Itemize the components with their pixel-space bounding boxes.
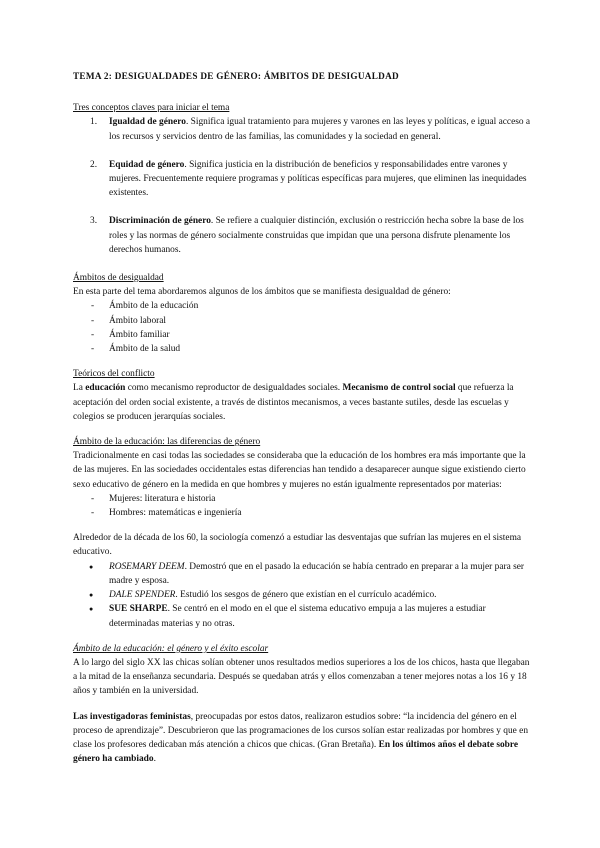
concepto-text: . Se refiere a cualquier distinción, exclusión o restricción hecha sobre la base de los roles y las normas de género socialmente construidas que impidan que una persona disfrute plenamente los derechos humanos.: [109, 216, 524, 255]
concepto-text: . Significa justicia en la distribución de beneficios y responsabilidades entre varones y mujeres. Frecuentemente requiere programas y políticas específicas para mujeres, que eliminen las inequidades existentes.: [109, 159, 527, 199]
sociologia-paragraph: Alrededor de la década de los 60, la sociología comenzó a estudiar las desventajas que sufrían las mujeres en el sistema educativo.: [73, 533, 522, 558]
investigadoras-paragraph: Las investigadoras feministas, preocupadas por estos datos, realizaron estudios sobre: “la incidencia del género en el proceso de aprendizaje”. Descubrieron que las programaciones de los cursos solían estar realizadas por hombres y que en clase los profesores dedicaban más atención a chicos que chicas. (Gran Bretaña). En los últimos años el debate sobre género ha cambiado.: [73, 711, 529, 765]
teoricos-paragraph: La educación como mecanismo reproductor de desigualdades sociales. Mecanismo de control social que refuerza la aceptación del orden social existente, a través de distintos mecanismos, a veces bastante sutiles, desde las escuelas y colegios se producen jerarquías sociales.: [73, 383, 514, 422]
materia-item: - Mujeres: literatura e historia: [73, 492, 533, 506]
document-page: [73, 69, 533, 766]
ambitos-intro: En esta parte del tema abordaremos algunos de los ámbitos que se manifiesta desigualdad de género:: [73, 287, 451, 298]
ambitos-heading: Ámbitos de desigualdad: [73, 273, 164, 284]
autor-name: SUE SHARPE: [109, 604, 168, 615]
ambito-item: - Ámbito laboral: [73, 314, 533, 328]
concepto-item: 2. Equidad de género. Significa justicia en la distribución de beneficios y responsabilidades entre varones y mujeres. Frecuentemente requiere programas y políticas específicas para mujeres, que eliminen las inequidades existentes.: [90, 159, 527, 199]
teoricos-heading: Teóricos del conflicto: [73, 369, 155, 380]
conceptos-list: [73, 115, 533, 257]
materia-item: - Hombres: matemáticas e ingeniería: [73, 506, 533, 520]
ambito-item: - Ámbito de la salud: [73, 342, 533, 356]
concepto-term: Igualdad de género: [109, 117, 186, 128]
diferencias-heading: Ámbito de la educación: las diferencias de género: [73, 437, 261, 448]
conceptos-heading: Tres conceptos claves para iniciar el tema: [73, 103, 230, 114]
concepto-item: 3. Discriminación de género. Se refiere a cualquier distinción, exclusión o restricción hecha sobre la base de los roles y las normas de género socialmente construidas que impidan que una persona disfrute plenamente los derechos humanos.: [90, 216, 524, 255]
diferencias-paragraph: Tradicionalmente en casi todas las sociedades se consideraba que la educación de los hombres era más importante que la de las mujeres. En las sociedades occidentales estas diferencias han tendido a desaparecer aunque sigue existiendo cierto sexo educativo de género en la medida en que hombres y mujeres no están igualmente representados por materias:: [73, 451, 526, 490]
ambito-item: - Ámbito de la educación: [73, 299, 533, 313]
materias-list: [73, 492, 533, 520]
concepto-text: . Significa igual tratamiento para mujeres y varones en las leyes y políticas, e igual acceso a los recursos y servicios dentro de las familias, las comunidades y la sociedad en general.: [109, 117, 531, 142]
autores-list: [73, 560, 533, 631]
document-title: TEMA 2: DESIGUALDADES DE GÉNERO: ÁMBITOS DE DESIGUALDAD: [73, 71, 399, 81]
autor-item: ● SUE SHARPE. Se centró en el modo en el que el sistema educativo empuja a las mujeres a estudiar determinadas materias y no otras.: [73, 602, 533, 630]
exito-paragraph: A lo largo del siglo XX las chicas solían obtener unos resultados medios superiores a los de los chicos, hasta que llegaban a la mitad de la enseñanza secundaria. Después se quedaban atrás y ellos comenzaban a tener mejores notas a los 16 y 18 años y también en la universidad.: [73, 657, 530, 697]
concepto-term: Equidad de género: [109, 159, 185, 170]
concepto-item: 1. Igualdad de género. Significa igual tratamiento para mujeres y varones en las leyes y políticas, e igual acceso a los recursos y servicios dentro de las familias, las comunidades y la sociedad en general.: [90, 117, 531, 142]
autor-item: ● ROSEMARY DEEM. Demostró que en el pasado la educación se había centrado en preparar a la mujer para ser madre y esposa.: [73, 560, 533, 588]
ambitos-list: [73, 299, 533, 356]
autor-name: DALE SPENDER: [109, 590, 176, 601]
ambito-item: - Ámbito familiar: [73, 328, 533, 342]
concepto-term: Discriminación de género: [109, 216, 211, 227]
autor-name: ROSEMARY DEEM: [109, 561, 185, 572]
autor-item: ● DALE SPENDER. Estudió los sesgos de género que existían en el currículo académico.: [73, 588, 533, 602]
exito-heading: Ámbito de la educación: el género y el éxito escolar: [73, 643, 269, 654]
